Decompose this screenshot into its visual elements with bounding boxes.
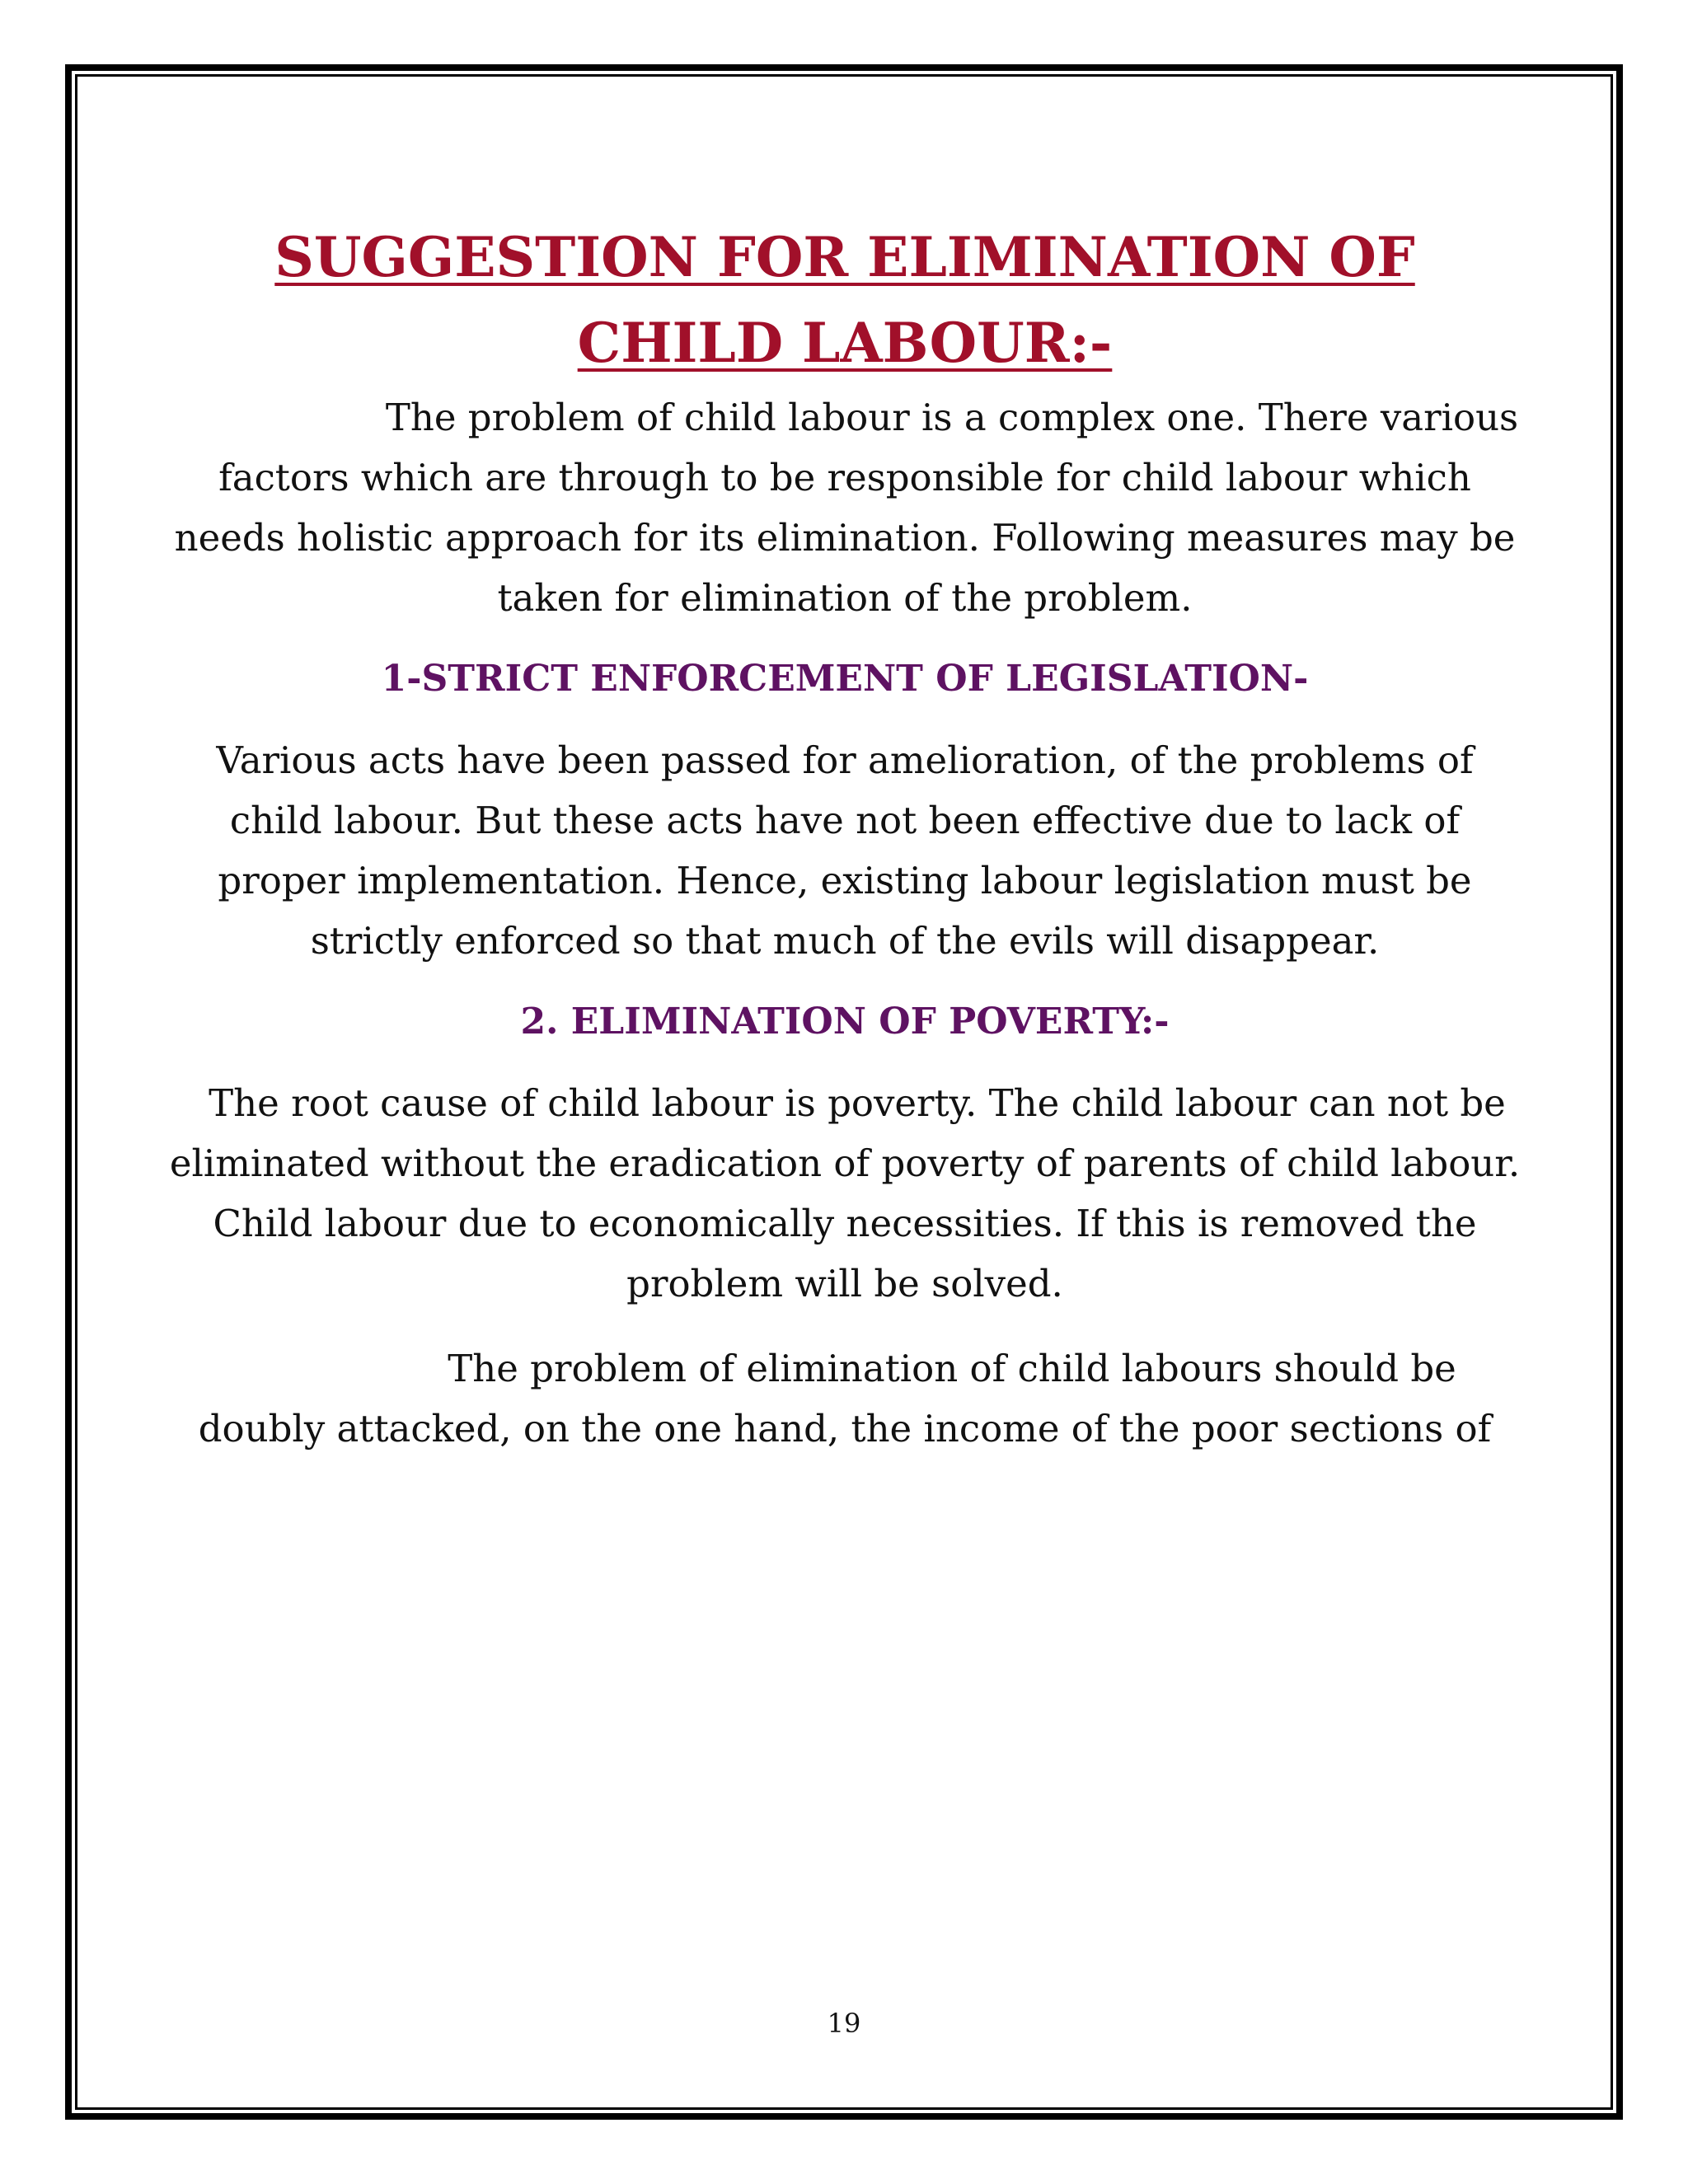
section-heading-legislation: 1-STRICT ENFORCEMENT OF LEGISLATION- [381, 658, 1309, 700]
section-heading-poverty: 2. ELIMINATION OF POVERTY:- [520, 1001, 1170, 1043]
page-content [165, 214, 1525, 1459]
page-number: 19 [827, 2008, 861, 2039]
closing-paragraph: The problem of elimination of child labours should be doubly attacked, on the one hand, the income of the poor sections of [198, 1347, 1492, 1451]
page-title: SUGGESTION FOR ELIMINATION OF CHILD LABOUR:- [274, 225, 1415, 375]
section-body-legislation: Various acts have been passed for amelioration, of the problems of child labour. But these acts have not been effective due to lack of proper implementation. Hence, existing labour legislation must be strictly enforced so that much of the evils will disappear. [216, 738, 1474, 963]
intro-paragraph: The problem of child labour is a complex one. There various factors which are through to be responsible for child labour which needs holistic approach for its elimination. Following measures may be taken for elimination of the problem. [174, 396, 1519, 620]
section-body-poverty: The root cause of child labour is poverty. The child labour can not be eliminated without the eradication of poverty of parents of child labour. Child labour due to economically necessities. If this is removed the problem will be solved. [169, 1081, 1521, 1305]
